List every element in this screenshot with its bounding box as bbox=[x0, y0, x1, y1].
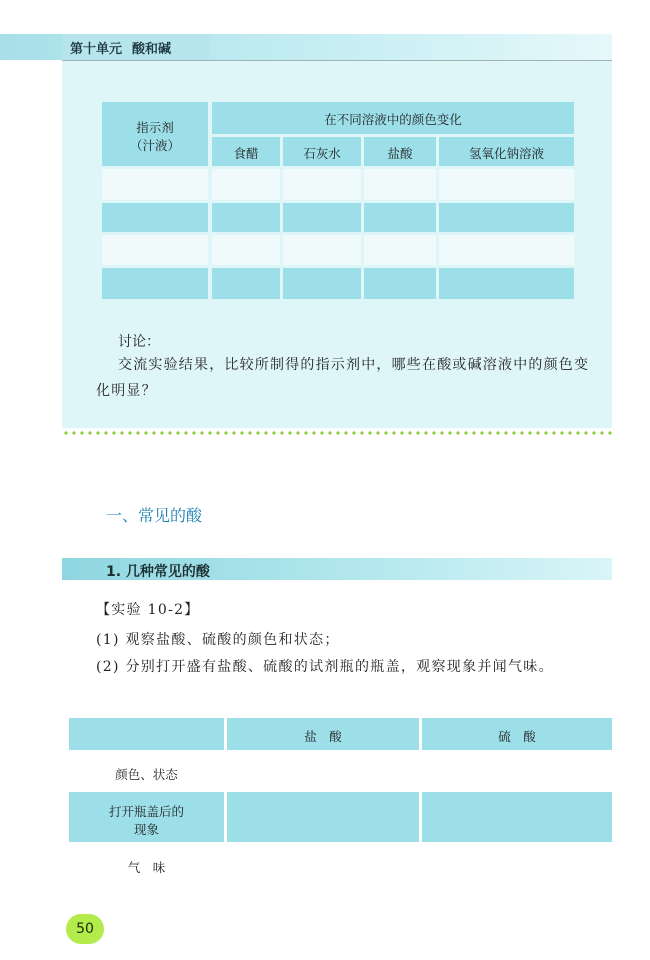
table-cell bbox=[283, 169, 361, 200]
dotted-divider bbox=[62, 431, 612, 435]
table-cell bbox=[364, 203, 436, 232]
table-cell bbox=[439, 235, 574, 265]
col-header-hcl: 盐 酸 bbox=[304, 729, 342, 744]
table-cell bbox=[364, 268, 436, 299]
running-header bbox=[70, 38, 181, 57]
unit-title: 酸和碱 bbox=[132, 42, 172, 57]
row-color-state: 颜色、状态 bbox=[115, 767, 178, 782]
table-cell bbox=[212, 169, 280, 200]
table-cell bbox=[102, 268, 208, 299]
row-open-cap-line1: 打开瓶盖后的 bbox=[108, 804, 184, 819]
col-header-naoh: 氢氧化钠溶液 bbox=[468, 146, 544, 161]
table-cell bbox=[283, 268, 361, 299]
discussion-label: 讨论： bbox=[118, 334, 160, 350]
table-cell bbox=[283, 235, 361, 265]
table-cell bbox=[364, 235, 436, 265]
table-cell bbox=[212, 203, 280, 232]
col-header-vinegar: 食醋 bbox=[233, 146, 259, 161]
col-header-limewater: 石灰水 bbox=[303, 146, 341, 161]
table-cell bbox=[102, 169, 208, 200]
table-cell bbox=[283, 203, 361, 232]
page-number: 50 bbox=[66, 914, 104, 944]
table-cell bbox=[227, 792, 419, 842]
unit-label: 第十单元 bbox=[70, 42, 123, 57]
experiment-step-1: (1) 观察盐酸、硫酸的颜色和状态； bbox=[96, 632, 340, 648]
table-cell bbox=[422, 792, 612, 842]
table-cell bbox=[439, 169, 574, 200]
indicator-header-line2: （汁液） bbox=[129, 138, 180, 153]
section-title: 一、常见的酸 bbox=[106, 506, 203, 525]
indicator-header-line1: 指示剂 bbox=[136, 120, 174, 135]
table-cell bbox=[212, 235, 280, 265]
experiment-step-2: (2) 分别打开盛有盐酸、硫酸的试剂瓶的瓶盖，观察现象并闻气味。 bbox=[96, 659, 554, 675]
table-cell bbox=[364, 169, 436, 200]
col-header-h2so4: 硫 酸 bbox=[498, 729, 536, 744]
table-cell bbox=[69, 718, 224, 750]
group-header: 在不同溶液中的颜色变化 bbox=[324, 112, 462, 127]
subsection-title: 1. 几种常见的酸 bbox=[106, 564, 210, 580]
experiment-label: 【实验 10-2】 bbox=[96, 602, 200, 618]
table-cell bbox=[102, 235, 208, 265]
col-header-hcl: 盐酸 bbox=[387, 146, 413, 161]
row-open-cap-line2: 现象 bbox=[133, 822, 159, 837]
table-cell bbox=[102, 203, 208, 232]
table-cell bbox=[212, 268, 280, 299]
discussion-text: 交流实验结果，比较所制得的指示剂中，哪些在酸或碱溶液中的颜色变化明显？ bbox=[96, 357, 590, 399]
table-cell bbox=[439, 268, 574, 299]
row-smell: 气 味 bbox=[127, 860, 166, 875]
table-cell bbox=[439, 203, 574, 232]
